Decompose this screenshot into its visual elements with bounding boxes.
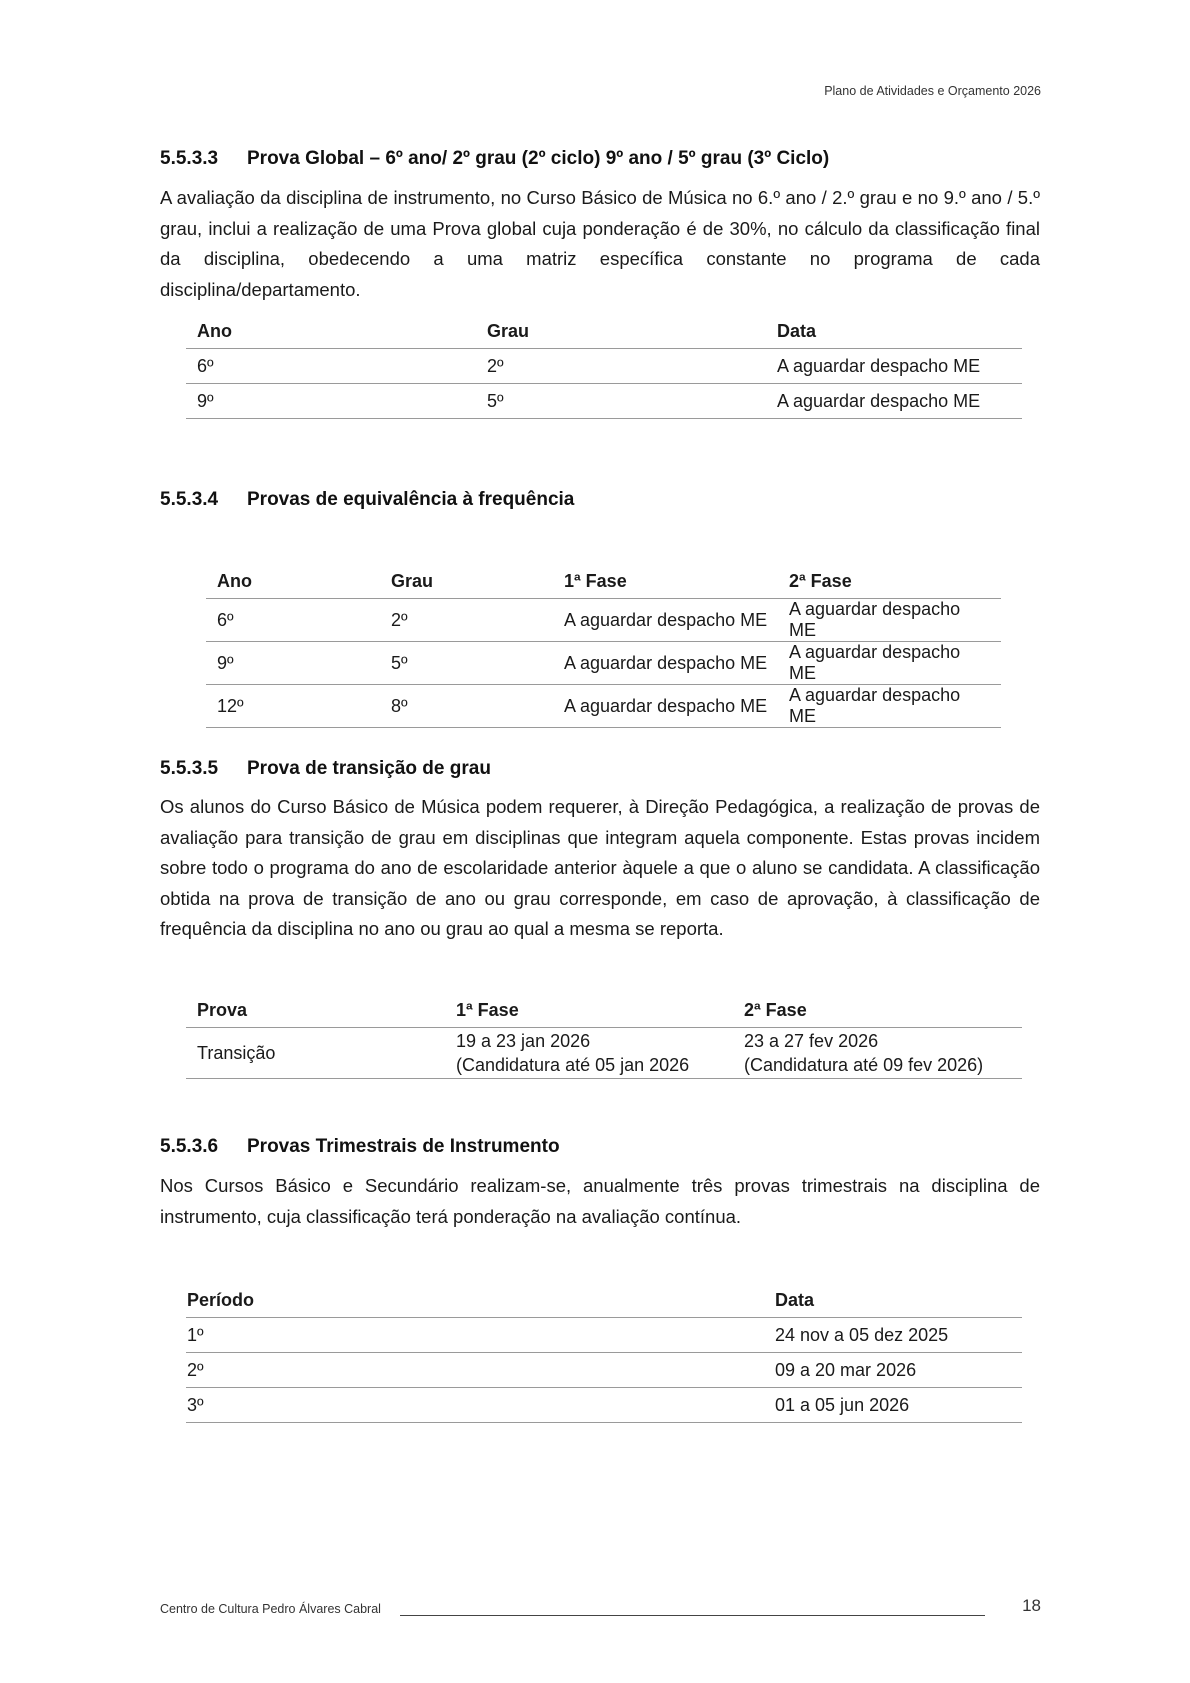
column-header: 2ª Fase: [733, 995, 1022, 1028]
trimestrais-table: [186, 1285, 1022, 1423]
table-header-row: [186, 995, 1022, 1028]
table-cell: 09 a 20 mar 2026: [764, 1353, 1022, 1388]
table-row: [186, 1318, 1022, 1353]
table-row: [206, 599, 1001, 642]
section-paragraph: Nos Cursos Básico e Secundário realizam-se, anualmente três provas trimestrais na disciplina de instrumento, cuja classificação terá ponderação na avaliação contínua.: [160, 1175, 1040, 1227]
table-cell: A aguardar despacho ME: [553, 642, 778, 685]
section-paragraph: Os alunos do Curso Básico de Música podem requerer, à Direção Pedagógica, a realização de provas de avaliação para transição de grau em disciplinas que integram aquela componente. Estas provas incidem sobre todo o programa do ano de escolaridade anterior àquele a que o aluno se candidata. A classificação obtida na prova de transição de ano ou grau corresponde, em caso de aprovação, à classificação de frequência da disciplina no ano ou grau ao qual a mesma se reporta.: [160, 796, 1040, 939]
table-cell: 3º: [186, 1388, 764, 1423]
table-cell: 9º: [186, 384, 476, 419]
table-cell: A aguardar despacho ME: [778, 642, 1001, 685]
table-row: [186, 1028, 1022, 1079]
section-heading-transicao: [160, 758, 491, 780]
section-heading-equivalencia: [160, 489, 574, 511]
column-header: Data: [764, 1285, 1022, 1318]
section-title: Prova de transição de grau: [247, 758, 491, 779]
table-cell: 6º: [186, 349, 476, 384]
table-row: [186, 1388, 1022, 1423]
table-cell: 5º: [476, 384, 766, 419]
table-cell: A aguardar despacho ME: [766, 384, 1022, 419]
table-row: [206, 642, 1001, 685]
table-header-row: [206, 566, 1001, 599]
section-heading-trimestrais: [160, 1136, 560, 1158]
table-cell: 6º: [206, 599, 380, 642]
column-header: Período: [186, 1285, 764, 1318]
table-cell: 12º: [206, 685, 380, 728]
document-header-title: Plano de Atividades e Orçamento 2026: [824, 84, 1041, 98]
section-number: 5.5.3.5: [160, 758, 219, 779]
table-row: [206, 685, 1001, 728]
table-cell: 5º: [380, 642, 553, 685]
table-cell: 2º: [186, 1353, 764, 1388]
table-cell: A aguardar despacho ME: [766, 349, 1022, 384]
table-header-row: [186, 1285, 1022, 1318]
table-cell: 24 nov a 05 dez 2025: [764, 1318, 1022, 1353]
table-cell: [733, 1028, 1022, 1079]
table-cell: 8º: [380, 685, 553, 728]
column-header: 1ª Fase: [445, 995, 733, 1028]
table-cell: 01 a 05 jun 2026: [764, 1388, 1022, 1423]
table-cell: 2º: [476, 349, 766, 384]
section-number: 5.5.3.3: [160, 148, 219, 169]
table-cell: A aguardar despacho ME: [778, 685, 1001, 728]
page-number: 18: [1022, 1596, 1041, 1615]
footer-organization: Centro de Cultura Pedro Álvares Cabral: [160, 1602, 381, 1616]
table-cell: A aguardar despacho ME: [778, 599, 1001, 642]
section-paragraph: A avaliação da disciplina de instrumento, no Curso Básico de Música no 6.º ano / 2.º grau e no 9.º ano / 5.º grau, inclui a realização de uma Prova global cuja ponderação é de 30%, no cálculo da classificação final da disciplina, obedecendo a uma matriz específica constante no programa de cada disciplina/departamento.: [160, 187, 1040, 300]
footer-divider: [400, 1615, 985, 1616]
table-cell: A aguardar despacho ME: [553, 685, 778, 728]
table-cell: 9º: [206, 642, 380, 685]
date-range: 23 a 27 fev 2026: [744, 1031, 879, 1051]
table-cell: 2º: [380, 599, 553, 642]
column-header: Ano: [206, 566, 380, 599]
table-cell: A aguardar despacho ME: [553, 599, 778, 642]
section-number: 5.5.3.6: [160, 1136, 219, 1157]
table-row: [186, 384, 1022, 419]
table-cell: 1º: [186, 1318, 764, 1353]
column-header: Grau: [380, 566, 553, 599]
table-cell: Transição: [186, 1028, 445, 1079]
date-range: 19 a 23 jan 2026: [456, 1031, 591, 1051]
section-title: Prova Global – 6º ano/ 2º grau (2º ciclo) 9º ano / 5º grau (3º Ciclo): [247, 148, 830, 169]
prova-global-table: [186, 316, 1022, 419]
section-title: Provas Trimestrais de Instrumento: [247, 1136, 560, 1157]
table-row: [186, 349, 1022, 384]
application-deadline: (Candidatura até 05 jan 2026: [456, 1055, 690, 1075]
section-title: Provas de equivalência à frequência: [247, 489, 575, 510]
column-header: Ano: [186, 316, 476, 349]
table-row: [186, 1353, 1022, 1388]
column-header: 1ª Fase: [553, 566, 778, 599]
table-header-row: [186, 316, 1022, 349]
column-header: Data: [766, 316, 1022, 349]
equivalencia-table: [206, 566, 1001, 728]
column-header: Grau: [476, 316, 766, 349]
application-deadline: (Candidatura até 09 fev 2026): [744, 1055, 984, 1075]
section-heading-prova-global: [160, 148, 829, 170]
section-number: 5.5.3.4: [160, 489, 219, 510]
transicao-table: [186, 995, 1022, 1079]
table-cell: [445, 1028, 733, 1079]
column-header: 2ª Fase: [778, 566, 1001, 599]
column-header: Prova: [186, 995, 445, 1028]
